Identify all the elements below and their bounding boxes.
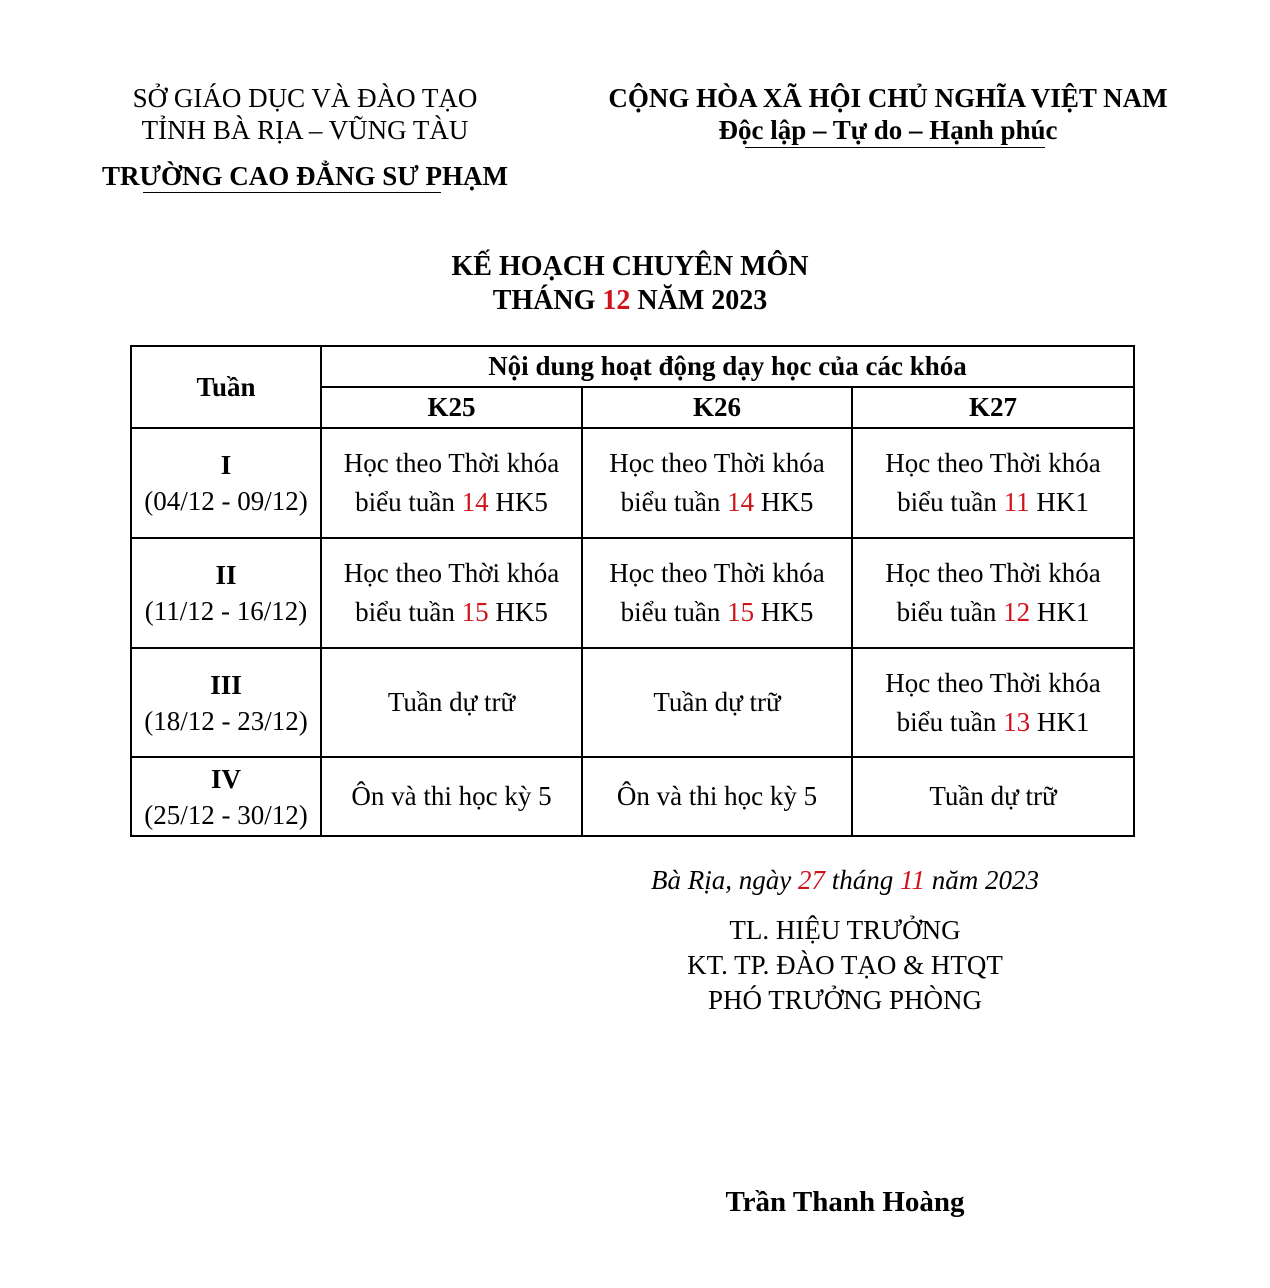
semester-label: HK1 <box>1030 706 1090 737</box>
week-number: III <box>210 669 242 700</box>
activity-text: Học theo Thời khóa biểu tuần <box>343 448 560 517</box>
signer-title-1: TL. HIỆU TRƯỞNG <box>729 915 961 945</box>
activity-cell <box>582 757 852 836</box>
activity-text: Học theo Thời khóa biểu tuần <box>885 667 1101 737</box>
semester-label: HK5 <box>754 597 814 627</box>
activity-text: Ôn và thi học kỳ 5 <box>616 781 818 811</box>
country-name: CỘNG HÒA XÃ HỘI CHỦ NGHĨA VIỆT NAM <box>608 83 1168 113</box>
activity-text: Học theo Thời khóa biểu tuần <box>609 558 825 627</box>
week-date-range: (11/12 - 16/12) <box>144 596 308 626</box>
signing-date <box>560 862 1130 898</box>
document-title <box>330 250 930 318</box>
week-cell <box>131 648 321 757</box>
activity-text: Học theo Thời khóa biểu tuần <box>885 558 1101 627</box>
signer-titles <box>560 913 1130 1018</box>
week-index: 14 <box>461 487 489 517</box>
date-suffix: năm 2023 <box>925 865 1039 895</box>
issuing-agency-block <box>90 82 520 192</box>
activity-cell <box>852 648 1134 757</box>
date-day: 27 <box>797 865 825 895</box>
semester-label: HK5 <box>488 597 548 627</box>
activity-text: Học theo Thời khóa biểu tuần <box>343 558 560 627</box>
national-motto: Độc lập – Tự do – Hạnh phúc <box>718 115 1058 145</box>
school-name: TRƯỜNG CAO ĐẲNG SƯ PHẠM <box>102 161 508 191</box>
week-cell <box>131 757 321 836</box>
date-prefix: Bà Rịa, ngày <box>651 865 798 895</box>
signer-title-2: KT. TP. ĐÀO TẠO & HTQT <box>687 950 1003 980</box>
week-cell <box>131 428 321 538</box>
date-month: 11 <box>900 865 925 895</box>
title-line-1: KẾ HOẠCH CHUYÊN MÔN <box>451 251 809 282</box>
signer-title-3: PHÓ TRƯỞNG PHÒNG <box>708 985 982 1015</box>
date-mid: tháng <box>824 865 900 895</box>
header-week: Tuần <box>131 346 321 428</box>
activity-cell <box>321 538 582 648</box>
signer-name: Trần Thanh Hoàng <box>725 1186 965 1218</box>
school-underline <box>143 192 441 193</box>
table-row <box>131 757 1134 836</box>
activity-text: Tuần dự trữ <box>653 687 781 717</box>
activity-cell <box>852 538 1134 648</box>
title-year: NĂM 2023 <box>637 285 768 316</box>
activity-cell <box>582 428 852 538</box>
week-index: 12 <box>1003 597 1031 627</box>
agency-line-1: SỞ GIÁO DỤC VÀ ĐÀO TẠO <box>132 83 478 113</box>
week-number: I <box>220 450 232 480</box>
week-date-range: (25/12 - 30/12) <box>144 799 308 830</box>
activity-cell <box>852 757 1134 836</box>
semester-label: HK5 <box>488 487 548 517</box>
activity-text: Học theo Thời khóa biểu tuần <box>609 448 825 517</box>
week-index: 15 <box>727 597 755 627</box>
national-motto-block <box>578 82 1198 146</box>
activity-text: Ôn và thi học kỳ 5 <box>351 781 552 811</box>
week-cell <box>131 538 321 648</box>
semester-label: HK5 <box>754 487 814 517</box>
header-k25: K25 <box>321 387 582 428</box>
week-number: II <box>215 560 237 590</box>
title-month: 12 <box>602 285 631 316</box>
semester-label: HK1 <box>1029 487 1089 517</box>
week-index: 15 <box>461 597 489 627</box>
week-index: 14 <box>727 487 755 517</box>
header-group: Nội dung hoạt động dạy học của các khóa <box>321 346 1134 387</box>
table-row <box>131 428 1134 538</box>
title-line-2 <box>330 284 930 318</box>
activity-cell <box>582 538 852 648</box>
week-date-range: (18/12 - 23/12) <box>144 705 308 736</box>
activity-cell <box>582 648 852 757</box>
week-index: 11 <box>1003 487 1030 517</box>
week-number: IV <box>210 763 241 794</box>
activity-cell <box>852 428 1134 538</box>
activity-text: Học theo Thời khóa biểu tuần <box>885 448 1101 517</box>
week-index: 13 <box>1003 706 1031 737</box>
teaching-plan-table <box>130 345 1135 837</box>
header-k26: K26 <box>582 387 852 428</box>
table-row <box>131 538 1134 648</box>
motto-underline <box>745 147 1045 148</box>
activity-cell <box>321 757 582 836</box>
week-date-range: (04/12 - 09/12) <box>144 486 308 516</box>
table-row <box>131 648 1134 757</box>
activity-cell <box>321 428 582 538</box>
title-month-prefix: THÁNG <box>492 285 596 316</box>
header-k27: K27 <box>852 387 1134 428</box>
agency-line-2: TỈNH BÀ RỊA – VŨNG TÀU <box>141 115 469 145</box>
activity-text: Tuần dự trữ <box>929 781 1057 811</box>
table-body <box>131 428 1134 836</box>
semester-label: HK1 <box>1030 597 1090 627</box>
activity-text: Tuần dự trữ <box>387 687 516 717</box>
activity-cell <box>321 648 582 757</box>
